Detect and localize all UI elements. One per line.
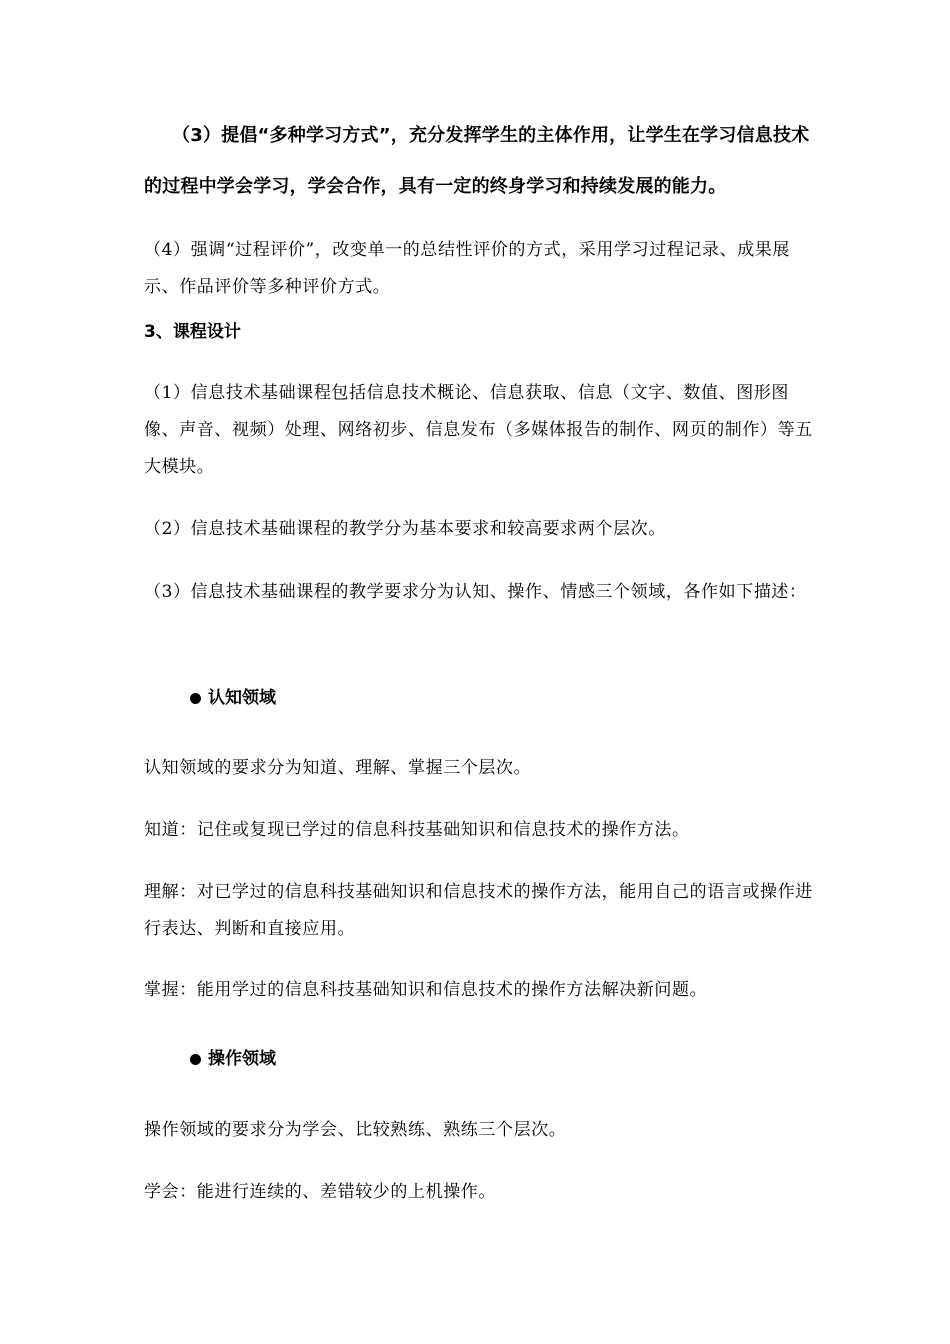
bullet-dot-icon <box>190 693 201 704</box>
section-heading-course-design: 3、课程设计 <box>144 322 241 342</box>
paragraph-process-evaluation: （4）强调“过程评价”，改变单一的总结性评价的方式，采用学习过程记录、成果展示、作品评价等多种评价方式。 <box>144 240 790 297</box>
paragraph-understand: 理解：对已学过的信息科技基础知识和信息技术的操作方法，能用自己的语言或操作进行表达、判断和直接应用。 <box>144 882 813 939</box>
paragraph-cognitive-intro: 认知领域的要求分为知道、理解、掌握三个层次。 <box>144 758 532 778</box>
paragraph-operation-intro: 操作领域的要求分为学会、比较熟练、熟练三个层次。 <box>144 1120 567 1140</box>
paragraph-learn: 学会：能进行连续的、差错较少的上机操作。 <box>144 1182 496 1202</box>
bullet-dot-icon <box>190 1054 201 1065</box>
paragraph-teaching-domains: （3）信息技术基础课程的教学要求分为认知、操作、情感三个领域，各作如下描述： <box>144 582 807 602</box>
paragraph-teaching-levels: （2）信息技术基础课程的教学分为基本要求和较高要求两个层次。 <box>144 519 666 539</box>
paragraph-course-modules: （1）信息技术基础课程包括信息技术概论、信息获取、信息（文字、数值、图形图像、声音、视频）处理、网络初步、信息发布（多媒体报告的制作、网页的制作）等五大模块。 <box>144 383 813 477</box>
bullet-heading-operation: 操作领域 <box>190 1045 276 1073</box>
bullet-heading-cognitive: 认知领域 <box>190 684 276 712</box>
paragraph-master: 掌握：能用学过的信息科技基础知识和信息技术的操作方法解决新问题。 <box>144 980 708 1000</box>
paragraph-learning-methods: （3）提倡“多种学习方式”，充分发挥学生的主体作用，让学生在学习信息技术的过程中学会学习，学会合作，具有一定的终身学习和持续发展的能力。 <box>144 125 810 197</box>
paragraph-know: 知道：记住或复现已学过的信息科技基础知识和信息技术的操作方法。 <box>144 820 690 840</box>
